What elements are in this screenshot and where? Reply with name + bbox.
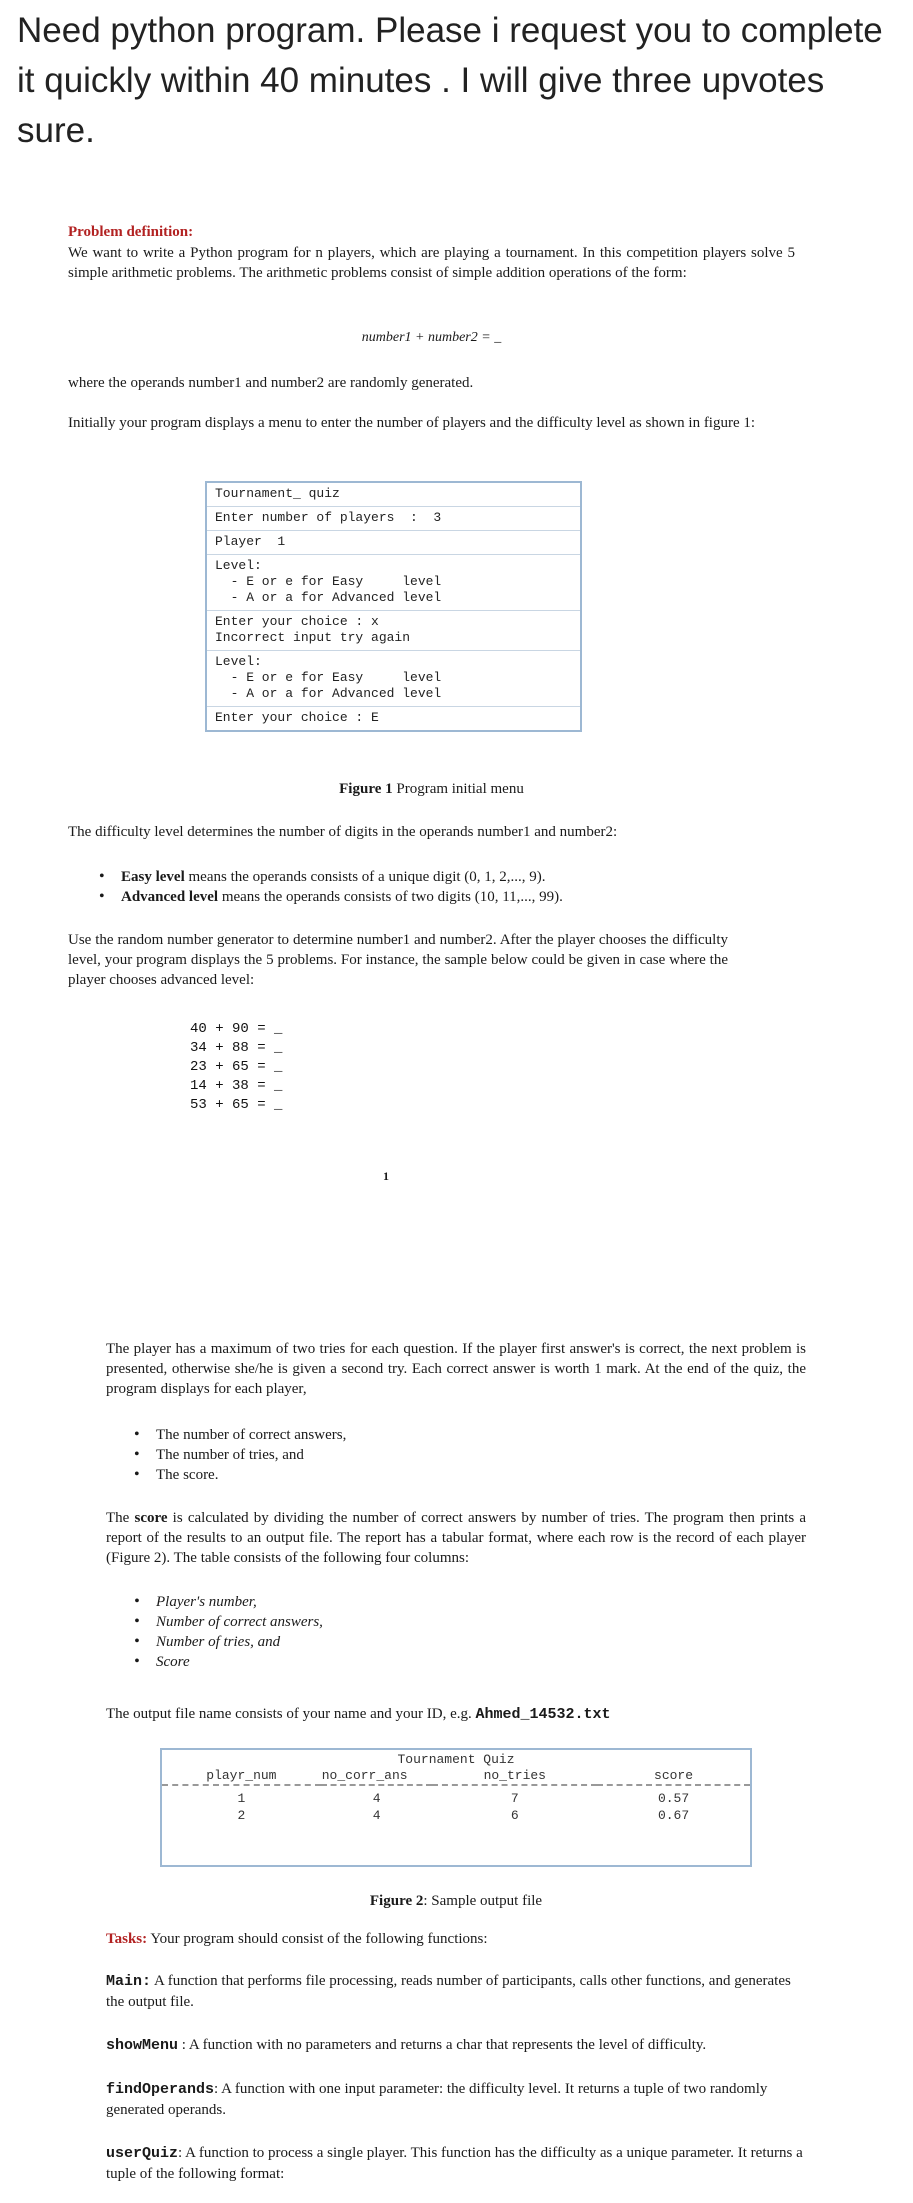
tries-text: The player has a maximum of two tries for each question. If the player first answer's is correct, the next problem is presented, otherwise she/he is given a second try. Each correct answer is worth 1 mark. At the end of the quiz, the program displays for each player, bbox=[106, 1341, 806, 1397]
figure1-console bbox=[205, 481, 582, 732]
tasks-line: Tasks: Your program should consist of the following functions: bbox=[106, 1931, 488, 1947]
function-main: Main: A function that performs file processing, reads number of participants, calls other functions, and generates the output file. bbox=[106, 1973, 791, 2010]
columns-list bbox=[130, 1592, 790, 1672]
column-item: • Player's number, bbox=[130, 1592, 790, 1612]
display-item: • The score. bbox=[130, 1465, 790, 1485]
table-row: 2 4 6 0.67 bbox=[237, 1808, 690, 1823]
function-userquiz: userQuiz: A function to process a single player. This function has the difficulty as a unique parameter. It returns a tuple of the following format: bbox=[106, 2145, 803, 2182]
figure2-table bbox=[162, 1767, 750, 1824]
console-block: Enter your choice : E bbox=[207, 706, 580, 730]
figure2-caption-text: : Sample output file bbox=[423, 1893, 543, 1909]
console-block: Enter your choice : x Incorrect input try again bbox=[207, 610, 580, 650]
menu-intro: Initially your program displays a menu to enter the number of players and the difficulty level as shown in figure 1: bbox=[68, 415, 756, 431]
output-name-text: The output file name consists of your name and your ID, e.g. Ahmed_14532.txt bbox=[106, 1706, 611, 1723]
column-item: • Number of tries, and bbox=[130, 1632, 790, 1652]
sample-problem: 40 + 90 = _ bbox=[190, 1021, 283, 1037]
column-item: • Score bbox=[130, 1652, 790, 1672]
problem-heading: Problem definition: bbox=[68, 224, 194, 240]
levels-list bbox=[95, 867, 795, 907]
table-row: 1 4 7 0.57 bbox=[237, 1791, 690, 1806]
function-showmenu: showMenu : A function with no parameters and returns a char that represents the level of difficulty. bbox=[106, 2037, 707, 2054]
page-number: 1 bbox=[383, 1169, 389, 1183]
column-item: • Number of correct answers, bbox=[130, 1612, 790, 1632]
figure1-caption bbox=[68, 779, 795, 799]
intro-paragraph: We want to write a Python program for n players, which are playing a tournament. In this competition players solve 5 simple arithmetic problems. The arithmetic problems consist of simple addition operations of the form: bbox=[68, 245, 795, 281]
figure2-title: Tournament Quiz bbox=[397, 1752, 515, 1767]
figure2-caption-label: Figure 2 bbox=[369, 1893, 424, 1909]
sample-problem: 23 + 65 = _ bbox=[190, 1059, 283, 1075]
sample-problem: 14 + 38 = _ bbox=[190, 1078, 283, 1094]
console-block: Player 1 bbox=[207, 530, 580, 554]
formula: number1 + number2 = _ bbox=[361, 330, 502, 345]
figure1-caption-text: Program initial menu bbox=[396, 781, 524, 797]
random-text: Use the random number generator to determine number1 and number2. After the player chooses the difficulty level, your program displays the 5 problems. For instance, the sample below could be given in case where the player chooses advanced level: bbox=[68, 932, 728, 988]
table-header-row bbox=[162, 1767, 750, 1785]
console-block: Tournament_ quiz bbox=[215, 486, 340, 501]
level-item: • Easy level means the operands consists of a unique digit (0, 1, 2,..., 9). bbox=[95, 867, 795, 887]
display-item: • The number of correct answers, bbox=[130, 1425, 790, 1445]
console-block: Level: - E or e for Easy level - A or a for Advanced level bbox=[207, 554, 580, 610]
operands-text: where the operands number1 and number2 are randomly generated. bbox=[68, 375, 474, 391]
display-item: • The number of tries, and bbox=[130, 1445, 790, 1465]
sample-problem: 53 + 65 = _ bbox=[190, 1097, 283, 1113]
table-header: no_corr_ans bbox=[321, 1768, 408, 1783]
table-header: no_tries bbox=[483, 1768, 546, 1783]
level-item: • Advanced level means the operands consists of two digits (10, 11,..., 99). bbox=[95, 887, 795, 907]
figure2-caption bbox=[106, 1891, 806, 1911]
table-header: playr_num bbox=[206, 1768, 277, 1783]
figure1-caption-label: Figure 1 bbox=[339, 781, 393, 797]
console-block: Level: - E or e for Easy level - A or a for Advanced level bbox=[207, 650, 580, 706]
figure2-output bbox=[160, 1748, 752, 1867]
display-list bbox=[130, 1425, 790, 1485]
function-findoperands: findOperands: A function with one input parameter: the difficulty level. It returns a tuple of two randomly generated operands. bbox=[106, 2081, 768, 2118]
question-text: Need python program. Please i request you to complete it quickly within 40 minutes . I will give three upvotes sure. bbox=[17, 11, 883, 150]
score-text: The score is calculated by dividing the number of correct answers by number of tries. The program then prints a report of the results to an output file. The report has a tabular format, where each row is the record of each player (Figure 2). The table consists of the following four columns: bbox=[106, 1510, 807, 1566]
table-header: score bbox=[654, 1768, 694, 1783]
console-block: Enter number of players : 3 bbox=[207, 506, 580, 530]
sample-problem: 34 + 88 = _ bbox=[190, 1040, 283, 1056]
difficulty-text: The difficulty level determines the number of digits in the operands number1 and number2: bbox=[68, 824, 618, 840]
